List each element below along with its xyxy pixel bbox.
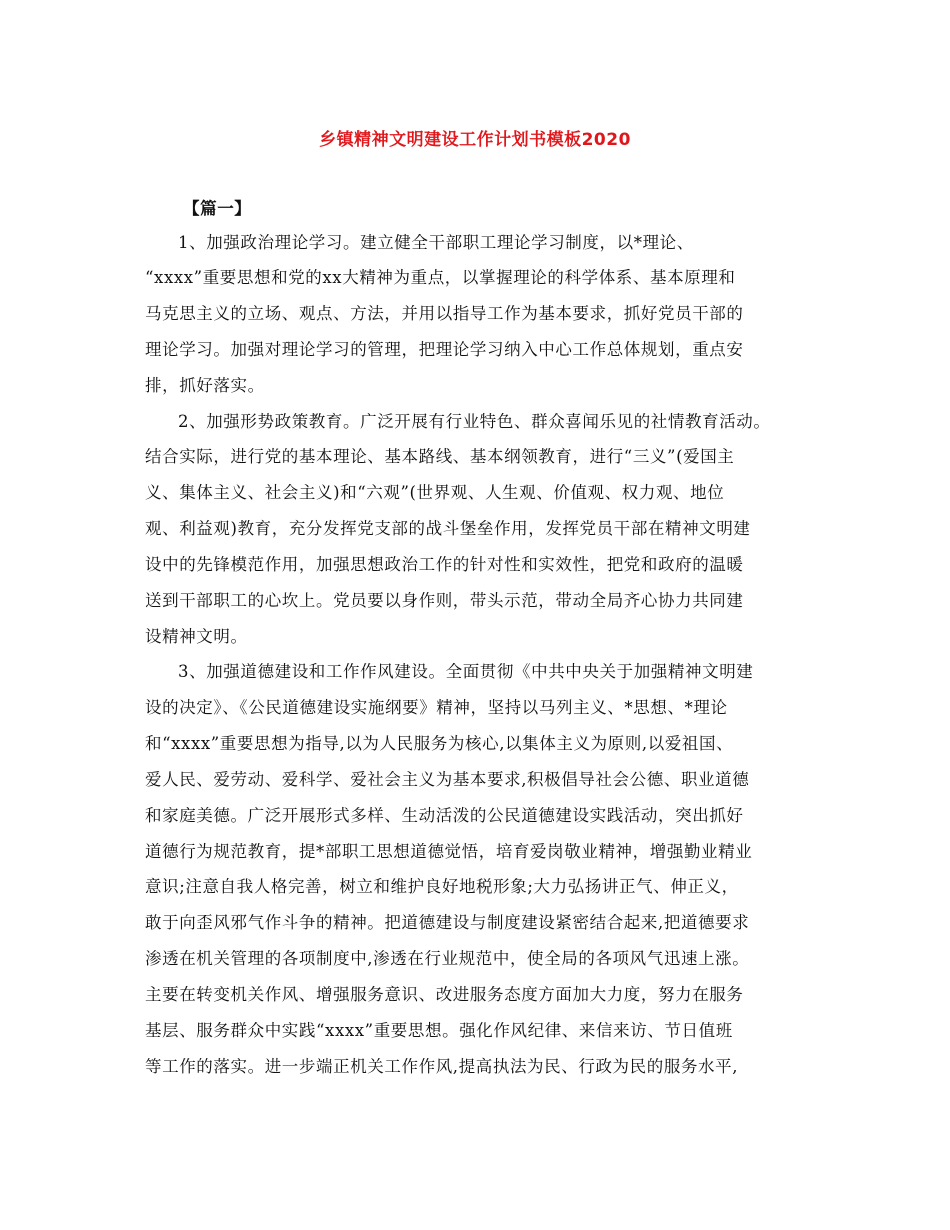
paragraph-1-line-2: “xxxx”重要思想和党的xx大精神为重点，以掌握理论的科学体系、基本原理和 [145,268,736,287]
paragraph-3-line-4: 爱人民、爱劳动、爱科学、爱社会主义为基本要求,积极倡导社会公德、职业道德 [145,770,750,789]
paragraph-1-line-5: 排，抓好落实。 [145,376,265,395]
paragraph-2-line-6: 送到干部职工的心坎上。党员要以身作则，带头示范，带动全局齐心协力共同建 [145,591,744,610]
paragraph-3-line-10: 主要在转变机关作风、增强服务意识、改进服务态度方面加大力度，努力在服务 [145,985,744,1004]
paragraph-2-line-7: 设精神文明。 [145,627,248,646]
paragraph-3-line-3: 和“xxxx”重要思想为指导,以为人民服务为核心,以集体主义为原则,以爱祖国、 [145,734,734,753]
paragraph-3-line-7: 意识;注意自我人格完善，树立和维护良好地税形象;大力弘扬讲正气、伸正义， [145,877,739,896]
document-title: 乡镇精神文明建设工作计划书模板2020 [319,130,631,150]
paragraph-2-line-5: 设中的先锋模范作用，加强思想政治工作的针对性和实效性，把党和政府的温暖 [145,555,744,574]
paragraph-3-line-11: 基层、服务群众中实践“xxxx”重要思想。强化作风纪律、来信来访、节日值班 [145,1021,733,1040]
paragraph-1-line-4: 理论学习。加强对理论学习的管理，把理论学习纳入中心工作总体规划，重点安 [145,340,744,359]
paragraph-1-line-3: 马克思主义的立场、观点、方法，并用以指导工作为基本要求，抓好党员干部的 [145,304,744,323]
paragraph-3-line-8: 敢于向歪风邪气作斗争的精神。把道德建设与制度建设紧密结合起来,把道德要求 [145,913,750,932]
paragraph-2-line-2: 结合实际，进行党的基本理论、基本路线、基本纲领教育，进行“三义”(爱国主 [145,447,735,466]
paragraph-3-line-9: 渗透在机关管理的各项制度中,渗透在行业规范中，使全局的各项风气迅速上涨。 [145,949,750,968]
paragraph-1-line-1: 1、加强政治理论学习。建立健全干部职工理论学习制度，以*理论、 [178,233,694,252]
paragraph-2-line-4: 观、利益观)教育，充分发挥党支部的战斗堡垒作用，发挥党员干部在精神文明建 [145,519,751,538]
paragraph-2-line-1: 2、加强形势政策教育。广泛开展有行业特色、群众喜闻乐见的社情教育活动。 [178,412,771,431]
section-heading: 【篇一】 [183,199,252,218]
paragraph-3-line-5: 和家庭美德。广泛开展形式多样、生动活泼的公民道德建设实践活动，突出抓好 [145,806,744,825]
paragraph-3-line-2: 设的决定》、《公民道德建设实施纲要》精神，坚持以马列主义、*思想、*理论 [145,698,728,717]
paragraph-3-line-1: 3、加强道德建设和工作作风建设。全面贯彻《中共中央关于加强精神文明建 [178,662,754,681]
paragraph-3-line-6: 道德行为规范教育，提*部职工思想道德觉悟，培育爱岗敬业精神，增强勤业精业 [145,842,753,861]
paragraph-2-line-3: 义、集体主义、社会主义)和“六观”(世界观、人生观、价值观、权力观、地位 [145,483,725,502]
paragraph-3-line-12: 等工作的落实。进一步端正机关工作作风,提高执法为民、行政为民的服务水平, [145,1057,739,1076]
